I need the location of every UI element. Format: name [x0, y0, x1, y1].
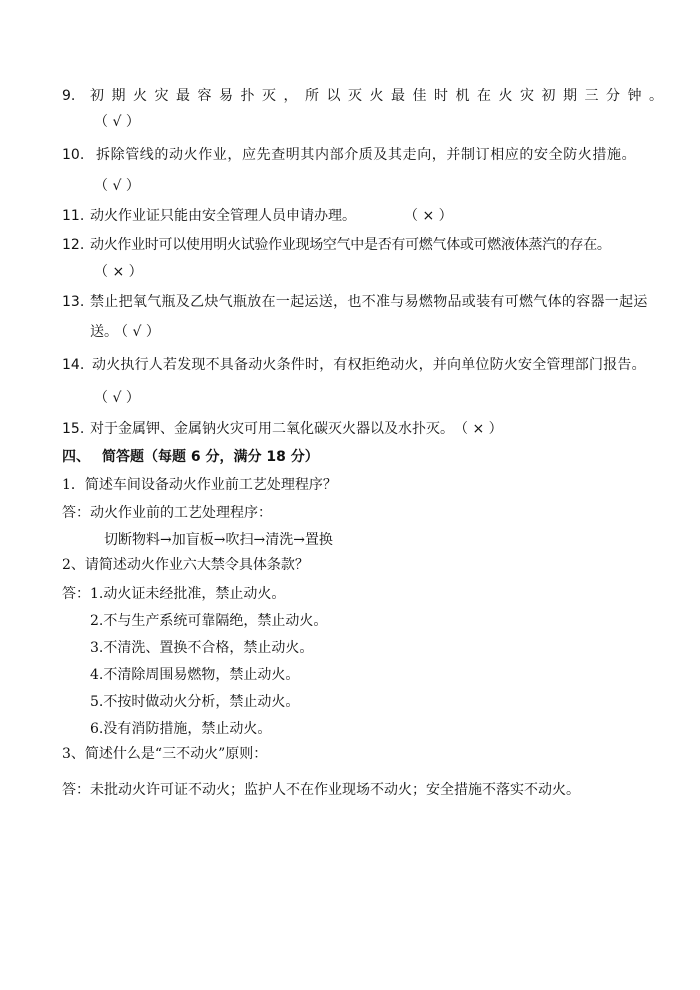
answer-label: 答： [62, 782, 90, 798]
question-number: 12. [62, 237, 85, 253]
answer-mark: （ √ ） [114, 324, 160, 340]
question-text: 动火作业时可以使用明火试验作业现场空气中是否有可燃气体或可燃液体蒸汽的存在。 [90, 237, 611, 253]
answer-mark: （ √ ） [94, 178, 140, 194]
answer-label: 答： [62, 586, 90, 602]
answer-mark: （ × ） [94, 264, 143, 280]
list-item: 5.不按时做动火分析，禁止动火。 [90, 694, 300, 710]
process-flow-text: 切断物料→加盲板→吹扫→清洗→置换 [104, 532, 333, 548]
list-item: 4.不清除周围易燃物，禁止动火。 [90, 667, 300, 683]
list-item: 6.没有消防措施，禁止动火。 [90, 721, 272, 737]
question-text: 初期火灾最容易扑灭，所以灭火最佳时机在火灾初期三分钟。 [90, 88, 671, 104]
question-number: 9. [62, 88, 76, 104]
question-text: 动火执行人若发现不具备动火条件时，有权拒绝动火，并向单位防火安全管理部门报告。 [92, 357, 646, 373]
list-item: 2.不与生产系统可靠隔绝，禁止动火。 [90, 613, 328, 629]
question-text: 1．简述车间设备动火作业前工艺处理程序？ [62, 477, 337, 493]
section-title: 简答题（每题 6 分，满分 18 分） [102, 449, 319, 465]
question-number: 15. [62, 421, 85, 437]
question-number: 13. [62, 294, 85, 310]
question-text: 3、简述什么是“三不动火”原则： [62, 746, 268, 762]
question-text: 禁止把氧气瓶及乙炔气瓶放在一起运送，也不准与易燃物品或装有可燃气体的容器一起运 [90, 294, 648, 310]
question-number: 14. [62, 357, 85, 373]
question-text-continued: 送。 [90, 324, 118, 340]
answer-text: 未批动火许可证不动火；监护人不在作业现场不动火；安全措施不落实不动火。 [90, 782, 580, 798]
answer-mark: （ × ） [454, 421, 503, 437]
question-text: 动火作业证只能由安全管理人员申请办理。 [90, 208, 356, 224]
answer-label: 答： [62, 505, 90, 521]
question-text: 2、请简述动火作业六大禁令具体条款？ [62, 557, 309, 573]
list-item: 1.动火证未经批准，禁止动火。 [90, 586, 286, 602]
question-number: 10. [62, 147, 85, 163]
question-number: 11. [62, 208, 85, 224]
answer-mark: （ √ ） [94, 390, 140, 406]
answer-text: 动火作业前的工艺处理程序： [90, 505, 272, 521]
list-item: 3.不清洗、置换不合格，禁止动火。 [90, 640, 314, 656]
question-text: 对于金属钾、金属钠火灾可用二氧化碳灭火器以及水扑灭。 [90, 421, 454, 437]
section-number: 四、 [62, 449, 90, 465]
question-text: 拆除管线的动火作业，应先查明其内部介质及其走向，并制订相应的安全防火措施。 [96, 147, 637, 163]
answer-mark: （ × ） [404, 208, 453, 224]
answer-mark: （ √ ） [94, 114, 140, 130]
